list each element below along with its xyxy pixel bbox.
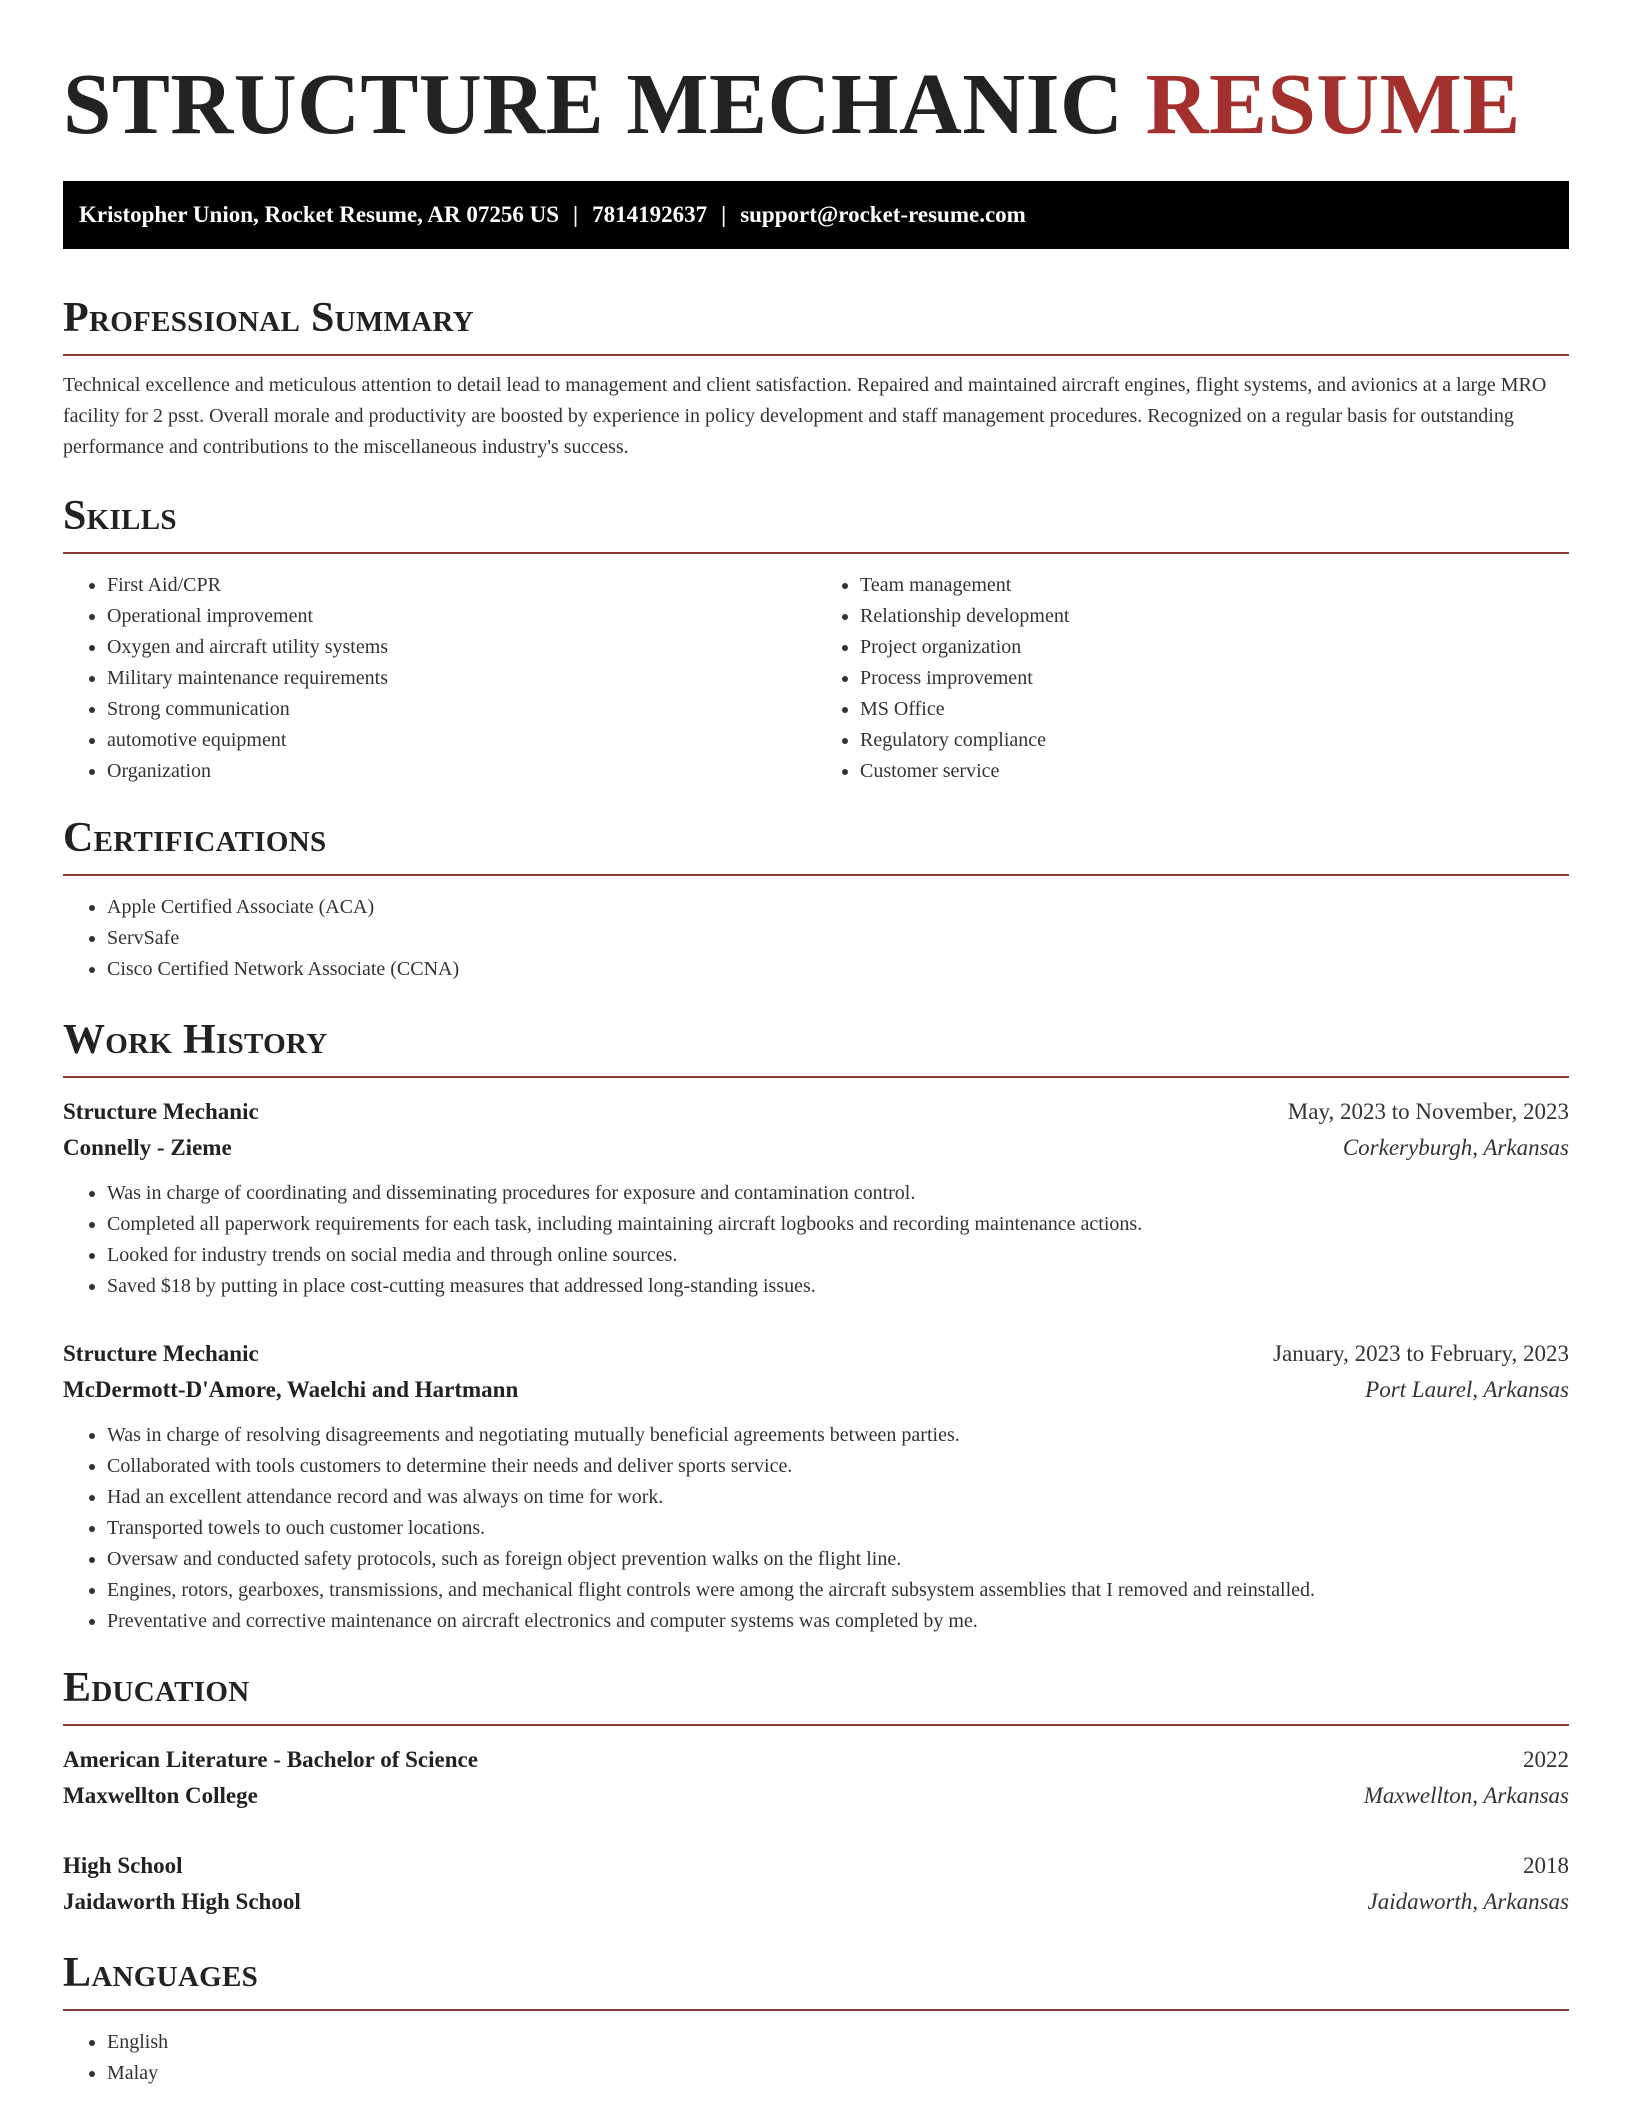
contact-bar (63, 181, 1569, 249)
work-history-heading: Work History (63, 1019, 1569, 1078)
certifications-section (63, 817, 1569, 985)
job-bullet: • Preventative and corrective maintenance on aircraft electronics and computer systems was completed by me. (107, 1606, 1569, 1637)
skill-item: • Operational improvement (107, 601, 816, 632)
summary-heading: Professional Summary (63, 297, 1569, 356)
education-school-row (63, 1884, 1569, 1920)
education-header-row (63, 1848, 1569, 1884)
skill-item: • Strong communication (107, 694, 816, 725)
education-school-row (63, 1778, 1569, 1814)
job-company: McDermott-D'Amore, Waelchi and Hartmann (63, 1377, 519, 1402)
skill-item: • First Aid/CPR (107, 570, 816, 601)
education-header-row (63, 1742, 1569, 1778)
job-bullet: • Was in charge of coordinating and disseminating procedures for exposure and contamination control. (107, 1178, 1569, 1209)
job-bullet: • Transported towels to ouch customer locations. (107, 1513, 1569, 1544)
job-title: Structure Mechanic (63, 1341, 259, 1366)
skill-item: • Organization (107, 756, 816, 787)
certification-item: • Cisco Certified Network Associate (CCNA) (107, 954, 1569, 985)
education-entry (63, 1742, 1569, 1814)
title-main: STRUCTURE MECHANIC (63, 55, 1146, 152)
certifications-heading: Certifications (63, 817, 1569, 876)
skill-item: • automotive equipment (107, 725, 816, 756)
contact-address: Kristopher Union, Rocket Resume, AR 07256 US (79, 202, 560, 227)
education-year: 2022 (1523, 1747, 1569, 1772)
job-bullet: • Oversaw and conducted safety protocols, such as foreign object prevention walks on the flight line. (107, 1544, 1569, 1575)
languages-heading: Languages (63, 1952, 1569, 2011)
skills-heading: Skills (63, 495, 1569, 554)
job-bullets (63, 1420, 1569, 1637)
summary-section (63, 297, 1569, 463)
job-location: Port Laurel, Arkansas (1365, 1377, 1569, 1402)
job-bullet: • Was in charge of resolving disagreements and negotiating mutually beneficial agreements between parties. (107, 1420, 1569, 1451)
certification-item: • Apple Certified Associate (ACA) (107, 892, 1569, 923)
education-section (63, 1667, 1569, 1920)
work-history-section (63, 1019, 1569, 1637)
job-header-row (63, 1094, 1569, 1130)
skills-list-left (63, 570, 816, 787)
language-item: • Malay (107, 2058, 1569, 2089)
skill-item: • Project organization (860, 632, 1569, 663)
skill-item: • Customer service (860, 756, 1569, 787)
education-location: Maxwellton, Arkansas (1363, 1783, 1569, 1808)
job-title: Structure Mechanic (63, 1099, 259, 1124)
resume-title (63, 52, 1569, 152)
education-entry (63, 1848, 1569, 1920)
job-entry (63, 1094, 1569, 1302)
skill-item: • Process improvement (860, 663, 1569, 694)
skills-list-right (816, 570, 1569, 787)
skill-item: • Team management (860, 570, 1569, 601)
skills-grid (63, 570, 1569, 787)
contact-separator: | (721, 202, 727, 227)
job-entry (63, 1336, 1569, 1637)
job-location: Corkeryburgh, Arkansas (1342, 1135, 1569, 1160)
job-bullet: • Saved $18 by putting in place cost-cutting measures that addressed long-standing issues. (107, 1271, 1569, 1302)
skill-item: • Military maintenance requirements (107, 663, 816, 694)
education-degree: High School (63, 1853, 183, 1878)
job-bullet: • Completed all paperwork requirements for each task, including maintaining aircraft logbooks and recording maintenance actions. (107, 1209, 1569, 1240)
skill-item: • Regulatory compliance (860, 725, 1569, 756)
education-location: Jaidaworth, Arkansas (1367, 1889, 1569, 1914)
skills-section (63, 495, 1569, 787)
job-bullet: • Collaborated with tools customers to determine their needs and deliver sports service. (107, 1451, 1569, 1482)
education-school: Maxwellton College (63, 1783, 258, 1808)
education-heading: Education (63, 1667, 1569, 1726)
job-dates: May, 2023 to November, 2023 (1287, 1099, 1569, 1124)
certifications-list (63, 892, 1569, 985)
education-school: Jaidaworth High School (63, 1889, 301, 1914)
skill-item: • Relationship development (860, 601, 1569, 632)
job-bullet: • Engines, rotors, gearboxes, transmissions, and mechanical flight controls were among the aircraft subsystem assemblies that I removed and reinstalled. (107, 1575, 1569, 1606)
languages-section (63, 1952, 1569, 2089)
job-header-row (63, 1336, 1569, 1372)
title-accent: RESUME (1145, 55, 1521, 152)
contact-email: support@rocket-resume.com (740, 202, 1026, 227)
language-item: • English (107, 2027, 1569, 2058)
job-bullet: • Looked for industry trends on social media and through online sources. (107, 1240, 1569, 1271)
contact-separator: | (573, 202, 579, 227)
skill-item: • Oxygen and aircraft utility systems (107, 632, 816, 663)
job-bullets (63, 1178, 1569, 1302)
skill-item: • MS Office (860, 694, 1569, 725)
education-degree: American Literature - Bachelor of Science (63, 1747, 478, 1772)
job-company: Connelly - Zieme (63, 1135, 232, 1160)
languages-list (63, 2027, 1569, 2089)
job-bullet: • Had an excellent attendance record and was always on time for work. (107, 1482, 1569, 1513)
job-dates: January, 2023 to February, 2023 (1273, 1341, 1569, 1366)
summary-text: Technical excellence and meticulous attention to detail lead to management and client satisfaction. Repaired and maintained aircraft engines, flight systems, and avionics at a large MRO facility for 2 psst. Overall morale and productivity are boosted by experience in policy development and staff management procedures. Recognized on a regular basis for outstanding performance and contributions to the miscellaneous industry's success. (63, 374, 1547, 458)
certification-item: • ServSafe (107, 923, 1569, 954)
contact-phone: 7814192637 (592, 202, 708, 227)
education-year: 2018 (1523, 1853, 1569, 1878)
job-company-row (63, 1130, 1569, 1166)
job-company-row (63, 1372, 1569, 1408)
